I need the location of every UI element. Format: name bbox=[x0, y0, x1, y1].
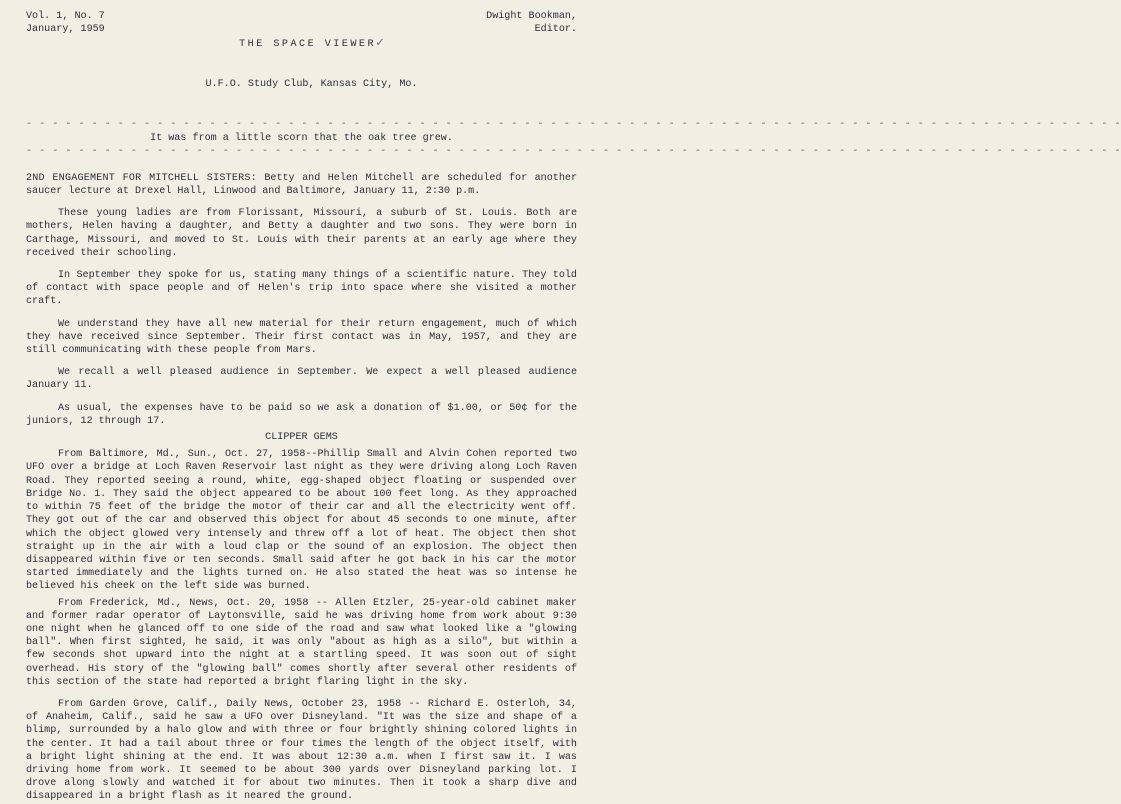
newsletter-title-block bbox=[176, 10, 447, 118]
editor-role: Editor. bbox=[534, 24, 577, 36]
article-paragraph: These young ladies are from Florissant, Missouri, a suburb of St. Louis. Both are mothers, Helen having a daughter, and Betty a daughter and two sons. They were born in Carthage, Missouri, and moved to St. Louis with their parents at an early age where they received their schooling. bbox=[26, 208, 577, 259]
check-mark-icon: ✓ bbox=[376, 35, 384, 51]
article-lead: Betty and Helen Mitchell are scheduled for another saucer lecture at Drexel Hall, Linwood and Baltimore, January 11, 2:30 p.m. bbox=[26, 172, 578, 198]
bottom-divider: - - - - - - - - - - - - - - - - - - - - - - - - - - - - - - - - - - - - - - - - - - - - - - - - - - - - - - - - - - - - - - - - - - - - - - - - - - - - - - - - - - - - bbox=[26, 145, 1121, 157]
article-paragraph: We recall a well pleased audience in September. We expect a well pleased audience January 11. bbox=[26, 367, 577, 392]
article-headline: 2ND ENGAGEMENT FOR MITCHELL SISTERS: bbox=[26, 172, 257, 184]
motto: It was from a little scorn that the oak tree grew. bbox=[150, 132, 453, 144]
issue-date: January, 1959 bbox=[26, 24, 105, 36]
editor-info bbox=[447, 10, 577, 36]
newsletter-title: THE SPACE VIEWER bbox=[239, 39, 377, 51]
volume-number: Vol. 1, No. 7 bbox=[26, 11, 105, 22]
masthead bbox=[26, 10, 577, 118]
article-paragraph: We understand they have all new material for their return engagement, much of which they have received since September. Their first contact was in May, 1957, and they are still communicating with these people from Mars. bbox=[26, 318, 577, 357]
clipper-item: From Frederick, Md., News, Oct. 20, 1958 -- Allen Etzler, 25-year-old cabinet maker and former radar operator of Laytonsville, said he was driving home from work about 9:30 one night when he glanced off to one side of the road and saw what looked like a "glowing ball". When first sighted, he said, it was only "about as high as a silo", but within a few seconds shot upward into the night at a startling speed. It was soon out of sight overhead. His story of the "glowing ball" comes shortly after several other residents of this section of the state had reported a bright flaring light in the sky. bbox=[26, 597, 577, 688]
clipper-heading: CLIPPER GEMS bbox=[265, 432, 338, 444]
newsletter-subtitle: U.F.O. Study Club, Kansas City, Mo. bbox=[205, 79, 418, 91]
clipper-item: From Baltimore, Md., Sun., Oct. 27, 1958--Phillip Small and Alvin Cohen reported two UFO over a bridge at Loch Raven Reservoir last night as they were driving along Loch Raven Road. They reported seeing a round, white, egg-shaped object floating or suspended over Bridge No. 1. They said the object appeared to be about 100 feet long. As they approached to within 75 feet of the bridge the motor of their car and all the electricity went off. They got out of the car and observed this object for about 45 seconds to one minute, after which the object glowed very intensely and threw off a lot of heat. The object then shot straight up in the air with a loud clap or the sound of an explosion. The object then disappeared within five or ten seconds. Small said after he got back in his car the motor started immediately and the lights turned on. He also stated the heat was so intense he believed his cheek on the left side was burned. bbox=[26, 449, 577, 593]
editor-name: Dwight Bookman, bbox=[486, 11, 577, 22]
issue-info bbox=[26, 10, 176, 36]
newsletter-body bbox=[26, 172, 577, 804]
article-paragraph: As usual, the expenses have to be paid so we ask a donation of $1.00, or 50¢ for the juniors, 12 through 17. bbox=[26, 402, 577, 427]
article-paragraph: In September they spoke for us, stating many things of a scientific nature. They told of contact with space people and of Helen's trip into space where she visited a mother craft. bbox=[26, 270, 577, 308]
lead-paragraph bbox=[26, 172, 577, 198]
clipper-item: From Garden Grove, Calif., Daily News, October 23, 1958 -- Richard E. Osterloh, 34, of Anaheim, Calif., said he saw a UFO over Disneyland. "It was the size and shape of a blimp, surrounded by a halo glow and with three or four brightly shining colored lights in the center. It had a tail about three or four times the length of the object itself, with a bright light shining at the end. It was about 12:30 a.m. when I first saw it. I was driving home from work. It seemed to be about 300 yards over Disneyland parking lot. I drove along slowly and watched it for about two minutes. Then it took a sharp dive and disappeared in a bright flash as it neared the ground. bbox=[26, 698, 577, 803]
top-divider: - - - - - - - - - - - - - - - - - - - - - - - - - - - - - - - - - - - - - - - - - - - - - - - - - - - - - - - - - - - - - - - - - - - - - - - - - - - - - - - - - - - - bbox=[26, 118, 1121, 130]
